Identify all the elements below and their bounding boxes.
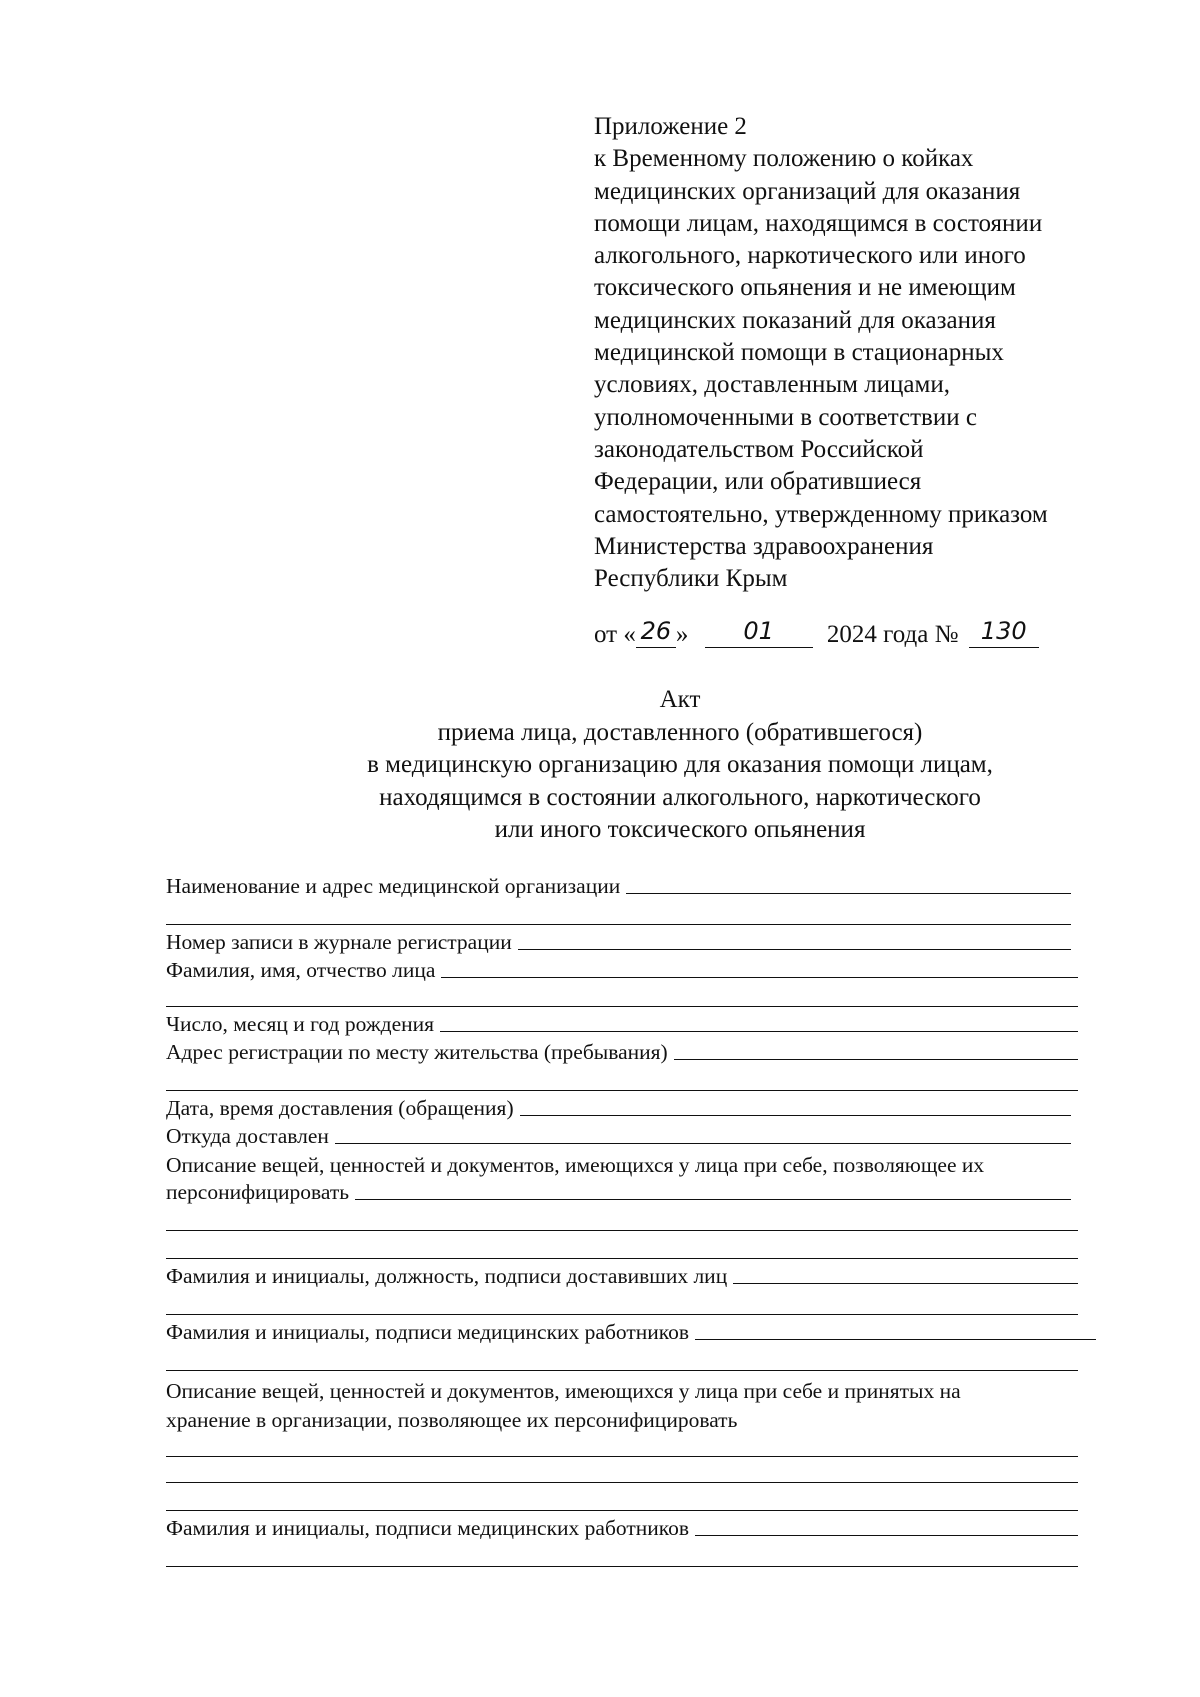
handwritten-day [636, 617, 676, 648]
journal-number-blank[interactable] [518, 948, 1071, 950]
full-name-label: Фамилия, имя, отчество лица [166, 958, 436, 982]
appendix-line: Республики Крым [594, 565, 788, 593]
registration-address-field[interactable] [166, 1040, 1078, 1064]
appendix-line: медицинских организаций для оказания [594, 177, 1021, 205]
appendix-header [594, 111, 1154, 595]
month-value: 01 [743, 617, 774, 645]
medical-workers-blank-line-2[interactable] [166, 1566, 1078, 1567]
storage-line1: Описание вещей, ценностей и документов, имеющихся у лица при себе и принятых на [166, 1379, 961, 1403]
medical-workers-field-1[interactable] [166, 1320, 1096, 1344]
registration-address-blank[interactable] [674, 1058, 1078, 1060]
medical-workers-blank-line-1[interactable] [166, 1370, 1078, 1371]
delivering-persons-blank-line[interactable] [166, 1314, 1078, 1315]
birth-date-field[interactable] [166, 1012, 1078, 1036]
delivered-from-label: Откуда доставлен [166, 1124, 329, 1148]
storage-blank-line[interactable] [166, 1482, 1078, 1483]
org-name-field[interactable] [166, 874, 1071, 898]
storage-blank-line[interactable] [166, 1456, 1078, 1457]
act-heading: Акт [659, 686, 701, 713]
delivering-persons-label: Фамилия и инициалы, должность, подписи доставивших лиц [166, 1264, 728, 1288]
date-quote-close: » [675, 621, 689, 648]
delivering-persons-blank[interactable] [733, 1282, 1078, 1284]
handwritten-order-number [969, 617, 1039, 648]
journal-number-label: Номер записи в журнале регистрации [166, 930, 512, 954]
registration-address-blank-line[interactable] [166, 1090, 1078, 1091]
belongings-blank[interactable] [355, 1198, 1071, 1200]
appendix-line: к Временному положению о койках [594, 145, 974, 173]
day-value: 26 [640, 617, 672, 645]
delivered-from-field[interactable] [166, 1124, 1071, 1148]
delivery-datetime-field[interactable] [166, 1096, 1071, 1120]
registration-address-label: Адрес регистрации по месту жительства (пребывания) [166, 1040, 668, 1064]
belongings-label: персонифицировать [166, 1180, 350, 1204]
date-prefix: от « [594, 621, 636, 648]
appendix-line: условиях, доставленным лицами, [594, 371, 950, 399]
delivery-datetime-blank[interactable] [520, 1114, 1071, 1116]
act-title-block [300, 684, 1060, 847]
medical-workers-field-2[interactable] [166, 1516, 1078, 1540]
journal-number-field[interactable] [166, 930, 1071, 954]
belongings-line1: Описание вещей, ценностей и документов, имеющихся у лица при себе, позволяющее их [166, 1153, 985, 1177]
org-name-blank[interactable] [626, 892, 1071, 894]
storage-description-cont [166, 1405, 737, 1435]
medical-workers-label-2: Фамилия и инициалы, подписи медицинских работников [166, 1516, 690, 1540]
appendix-line: токсического опьянения и не имеющим [594, 274, 1016, 302]
order-number-value: 130 [980, 617, 1027, 645]
belongings-description [166, 1150, 984, 1180]
handwritten-month [705, 617, 813, 648]
appendix-line: помощи лицам, находящимся в состоянии [594, 209, 1043, 237]
appendix-line: Приложение 2 [594, 113, 747, 140]
medical-workers-blank-2[interactable] [695, 1534, 1078, 1536]
storage-blank-line[interactable] [166, 1510, 1078, 1511]
order-date-line [594, 618, 1039, 652]
appendix-line: алкогольного, наркотического или иного [594, 242, 1026, 270]
appendix-line: медицинской помощи в стационарных [594, 339, 1004, 367]
belongings-field[interactable] [166, 1180, 1071, 1204]
org-name-blank-line[interactable] [166, 924, 1071, 925]
appendix-line: медицинских показаний для оказания [594, 306, 996, 334]
act-subtitle-line: или иного токсического опьянения [494, 816, 866, 843]
full-name-blank[interactable] [441, 976, 1078, 978]
storage-description [166, 1376, 961, 1406]
full-name-field[interactable] [166, 958, 1078, 982]
delivery-datetime-label: Дата, время доставления (обращения) [166, 1096, 514, 1120]
full-name-blank-line[interactable] [166, 1006, 1078, 1007]
appendix-line: самостоятельно, утвержденному приказом [594, 500, 1048, 528]
storage-line2: хранение в организации, позволяющее их персонифицировать [166, 1408, 738, 1432]
medical-workers-label-1: Фамилия и инициалы, подписи медицинских работников [166, 1320, 690, 1344]
delivered-from-blank[interactable] [335, 1142, 1071, 1144]
act-subtitle-line: в медицинскую организацию для оказания помощи лицам, [367, 751, 993, 778]
org-name-label: Наименование и адрес медицинской организации [166, 874, 621, 898]
appendix-line: законодательством Российской [594, 435, 924, 463]
belongings-blank-line[interactable] [166, 1258, 1078, 1259]
birth-date-blank[interactable] [440, 1030, 1078, 1032]
appendix-line: уполномоченными в соответствии с [594, 403, 977, 431]
birth-date-label: Число, месяц и год рождения [166, 1012, 435, 1036]
appendix-line: Федерации, или обратившиеся [594, 468, 922, 496]
belongings-blank-line[interactable] [166, 1230, 1078, 1231]
medical-workers-blank-1[interactable] [695, 1338, 1096, 1340]
delivering-persons-field[interactable] [166, 1264, 1078, 1288]
act-subtitle-line: приема лица, доставленного (обратившегося) [437, 718, 923, 746]
act-subtitle-line: находящимся в состоянии алкогольного, наркотического [379, 783, 981, 811]
year-text: 2024 года № [826, 621, 959, 648]
appendix-line: Министерства здравоохранения [594, 532, 934, 560]
